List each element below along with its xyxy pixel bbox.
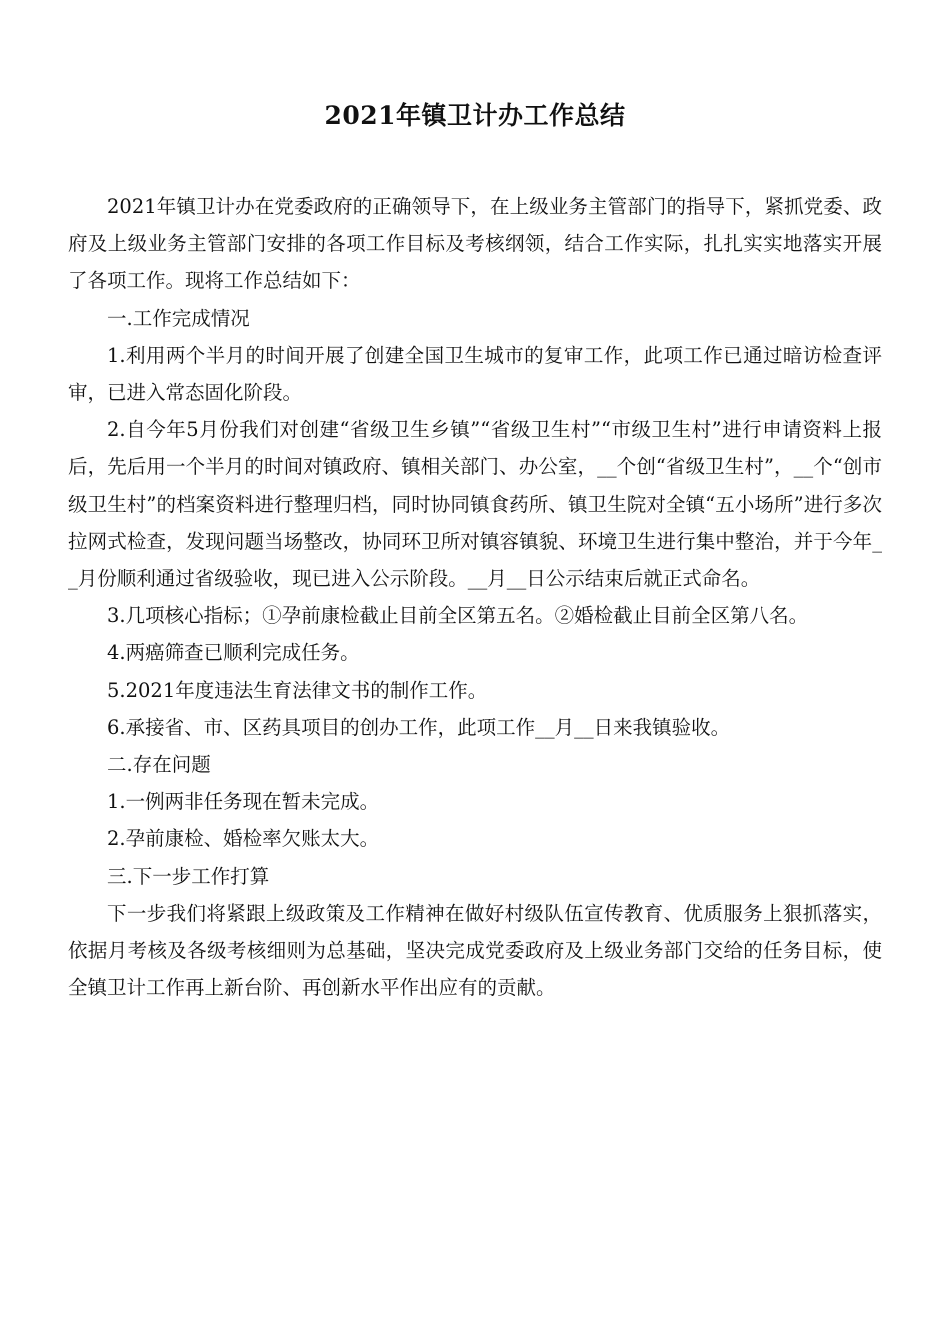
list-item: 5.2021年度违法生育法律文书的制作工作。 [107, 678, 488, 702]
list-item: 1.一例两非任务现在暂未完成。 [107, 790, 380, 814]
list-item: 3.几项核心指标；①孕前康检截止目前全区第五名。②婚检截止目前全区第八名。 [107, 604, 809, 628]
list-item: 6.承接省、市、区药具项目的创办工作，此项工作__月__日来我镇验收。 [107, 715, 731, 739]
closing-paragraph: 下一步我们将紧跟上级政策及工作精神在做好村级队伍宣传教育、优质服务上狠抓落实，依据月考核及各级考核细则为总基础，坚决完成党委政府及上级业务部门交给的任务目标，使全镇卫计工作再上新台阶、再创新水平作出应有的贡献。 [68, 901, 882, 1000]
intro-paragraph: 2021年镇卫计办在党委政府的正确领导下，在上级业务主管部门的指导下，紧抓党委、政府及上级业务主管部门安排的各项工作目标及考核纲领，结合工作实际，扎扎实实地落实开展了各项工作。现将工作总结如下： [68, 195, 882, 293]
document-page [68, 96, 882, 1006]
document-body [68, 188, 882, 1006]
section-heading-problems: 二.存在问题 [107, 753, 211, 777]
document-title: 2021年镇卫计办工作总结 [324, 101, 626, 130]
list-item: 1.利用两个半月的时间开展了创建全国卫生城市的复审工作，此项工作已通过暗访检查评审，已进入常态固化阶段。 [68, 343, 882, 405]
list-item: 4.两癌筛查已顺利完成任务。 [107, 641, 360, 665]
section-heading-next-steps: 三.下一步工作打算 [107, 864, 270, 888]
list-item: 2.自今年5月份我们对创建“省级卫生乡镇”“省级卫生村”“市级卫生村”进行申请资料上报后，先后用一个半月的时间对镇政府、镇相关部门、办公室，__个创“省级卫生村”，__个“创市级卫生村”的档案资料进行整理归档，同时协同镇食药所、镇卫生院对全镇“五小场所”进行多次拉网式检查，发现问题当场整改，协同环卫所对镇容镇貌、环境卫生进行集中整治，并于今年__月份顺利通过省级验收，现已进入公示阶段。__月__日公示结束后就正式命名。 [68, 418, 882, 591]
list-item: 2.孕前康检、婚检率欠账太大。 [107, 827, 380, 851]
section-heading-completion: 一.工作完成情况 [107, 306, 250, 330]
